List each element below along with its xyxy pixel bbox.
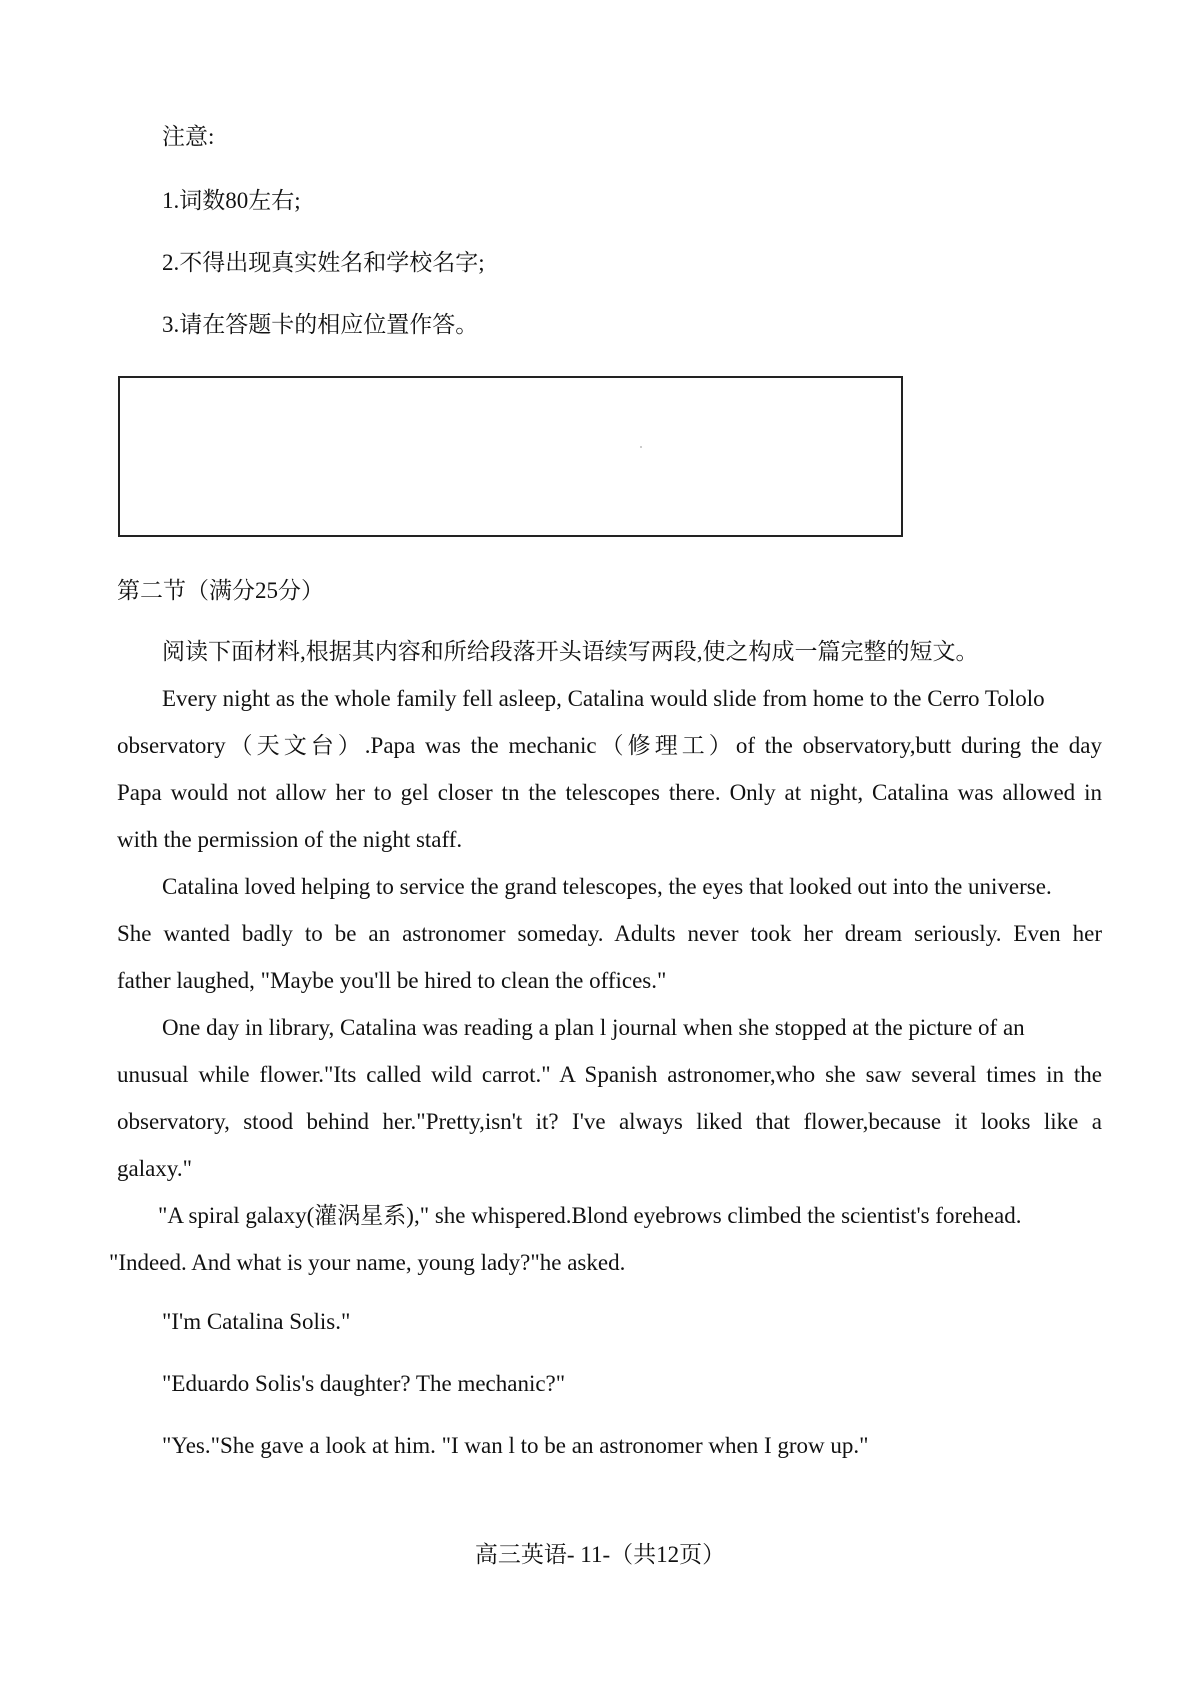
note-item-1: 1.词数80左右; <box>162 188 301 213</box>
story-p1-line-1: Every night as the whole family fell asleep, Catalina would slide from home to the Cerro Tololo <box>162 686 1045 711</box>
answer-box <box>118 376 903 537</box>
story-p3-line-1: One day in library, Catalina was reading a plan l journal when she stopped at the picture of an <box>162 1015 1025 1040</box>
story-p2-line-1: Catalina loved helping to service the grand telescopes, the eyes that looked out into the universe. <box>162 874 1052 899</box>
dialogue-line-2: "Eduardo Solis's daughter? The mechanic?" <box>162 1371 566 1396</box>
dialogue-line-1: "I'm Catalina Solis." <box>162 1309 351 1334</box>
story-p3-line-3: observatory, stood behind her."Pretty,isn't it? I've always liked that flower,because it looks like a <box>117 1109 1102 1134</box>
story-p3-line-2: unusual while flower."Its called wild carrot." A Spanish astronomer,who she saw several times in the <box>117 1062 1102 1087</box>
scan-speck <box>640 446 642 448</box>
section-title: 第二节（满分25分） <box>117 578 324 603</box>
story-p2-line-3: father laughed, "Maybe you'll be hired to clean the offices." <box>117 968 667 993</box>
notes-heading: 注意: <box>162 124 215 149</box>
story-p1-line-2: observatory（天文台）.Papa was the mechanic（修理工）of the observatory,butt during the day <box>117 733 1102 758</box>
dialogue-line-3: "Yes."She gave a look at him. "I wan l to be an astronomer when I grow up." <box>162 1433 869 1458</box>
story-p1-line-3: Papa would not allow her to gel closer tn the telescopes there. Only at night, Catalina was allowed in <box>117 780 1102 805</box>
page-footer: 高三英语- 11-（共12页） <box>474 1542 726 1567</box>
story-p1-line-4: with the permission of the night staff. <box>117 827 463 852</box>
note-item-3: 3.请在答题卡的相应位置作答。 <box>162 312 479 337</box>
story-p2-line-2: She wanted badly to be an astronomer someday. Adults never took her dream seriously. Even her <box>117 921 1102 946</box>
story-p4-line-1: "A spiral galaxy(灌涡星系)," she whispered.Blond eyebrows climbed the scientist's forehead. <box>158 1203 1022 1228</box>
story-p4-line-2: "Indeed. And what is your name, young lady?"he asked. <box>109 1250 626 1275</box>
story-p3-line-4: galaxy." <box>117 1156 192 1181</box>
note-item-2: 2.不得出现真实姓名和学校名字; <box>162 250 485 275</box>
section-instruction: 阅读下面材料,根据其内容和所给段落开头语续写两段,使之构成一篇完整的短文。 <box>162 639 979 664</box>
